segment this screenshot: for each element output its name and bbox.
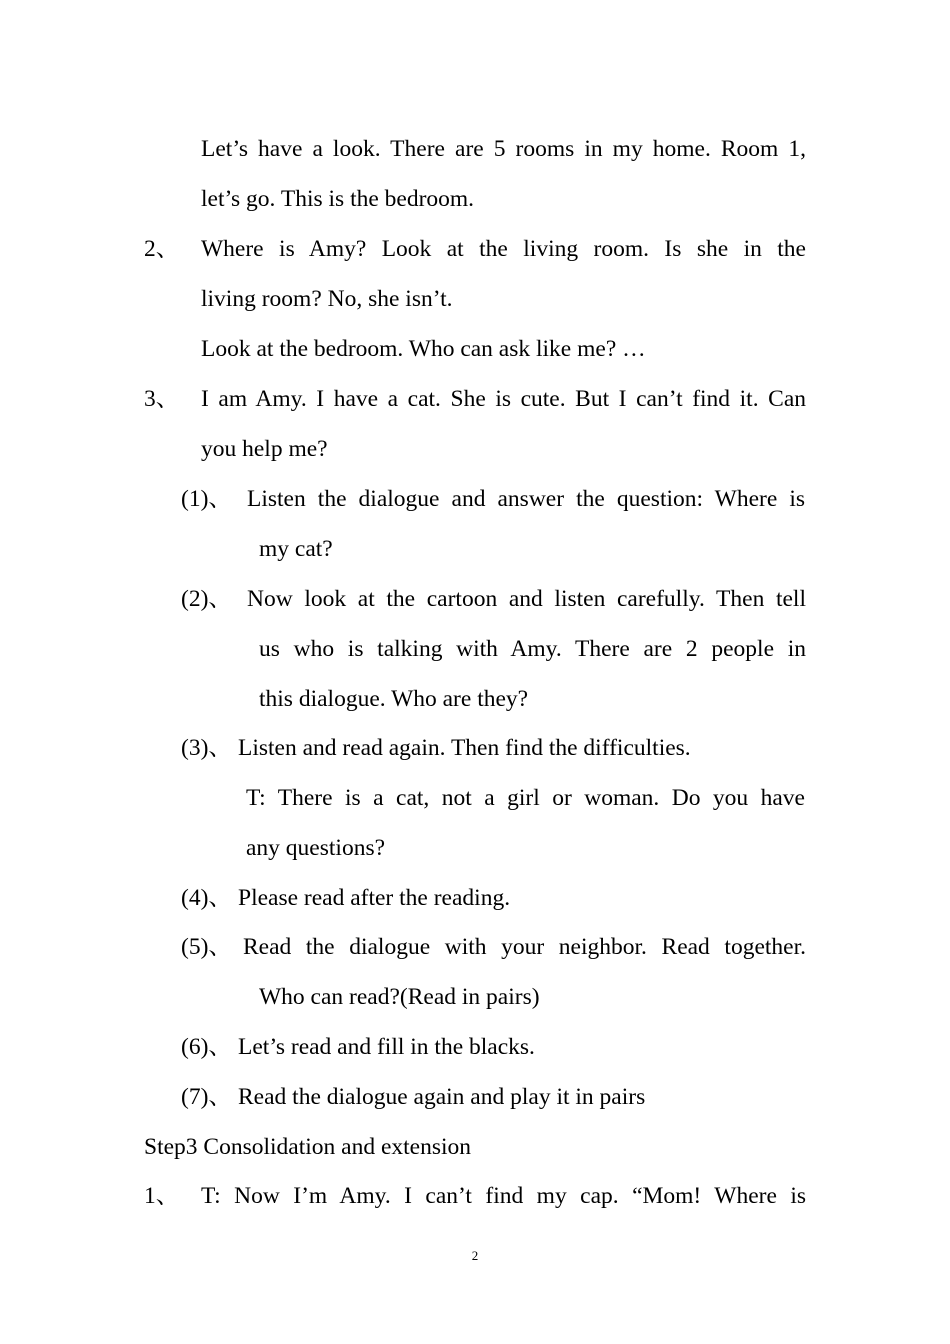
text-line: my cat? <box>259 536 333 562</box>
text-line: Now look at the cartoon and listen carefully. Then tell <box>247 586 806 612</box>
text-line: Where is Amy? Look at the living room. Is she in the <box>201 236 806 262</box>
sub-list-marker: (2)、 <box>181 586 232 612</box>
text-line: Please read after the reading. <box>238 885 511 911</box>
sub-list-marker: (5)、 <box>181 934 232 960</box>
list-marker: 2、 <box>144 236 180 262</box>
list-marker: 3、 <box>144 386 180 412</box>
text-line: living room? No, she isn’t. <box>201 286 453 312</box>
text-line: I am Amy. I have a cat. She is cute. But I can’t find it. Can <box>201 386 806 412</box>
sub-list-marker: (7)、 <box>181 1084 232 1110</box>
sub-list-marker: (6)、 <box>181 1034 232 1060</box>
text-line: let’s go. This is the bedroom. <box>201 186 475 212</box>
text-line: Look at the bedroom. Who can ask like me? … <box>201 336 646 362</box>
text-line: you help me? <box>201 436 328 462</box>
text-line: T: Now I’m Amy. I can’t find my cap. “Mom! Where is <box>201 1183 806 1209</box>
text-line: us who is talking with Amy. There are 2 people in <box>259 636 806 662</box>
sub-list-marker: (4)、 <box>181 885 232 911</box>
text-line: Listen and read again. Then find the difficulties. <box>238 735 691 761</box>
text-line: Let’s have a look. There are 5 rooms in my home. Room 1, <box>201 136 806 162</box>
text-line: any questions? <box>246 835 386 861</box>
text-line: this dialogue. Who are they? <box>259 686 529 712</box>
sub-list-marker: (3)、 <box>181 735 232 761</box>
text-line: T: There is a cat, not a girl or woman. Do you have <box>246 785 805 811</box>
text-line: Who can read?(Read in pairs) <box>259 984 540 1010</box>
page-number: 2 <box>471 1248 479 1263</box>
text-line: Let’s read and fill in the blacks. <box>238 1034 535 1060</box>
text-line: Read the dialogue with your neighbor. Read together. <box>243 934 806 960</box>
sub-list-marker: (1)、 <box>181 486 232 512</box>
text-line: Read the dialogue again and play it in pairs <box>238 1084 646 1110</box>
list-marker: 1、 <box>144 1183 180 1209</box>
section-heading: Step3 Consolidation and extension <box>144 1134 472 1160</box>
text-line: Listen the dialogue and answer the question: Where is <box>247 486 805 512</box>
